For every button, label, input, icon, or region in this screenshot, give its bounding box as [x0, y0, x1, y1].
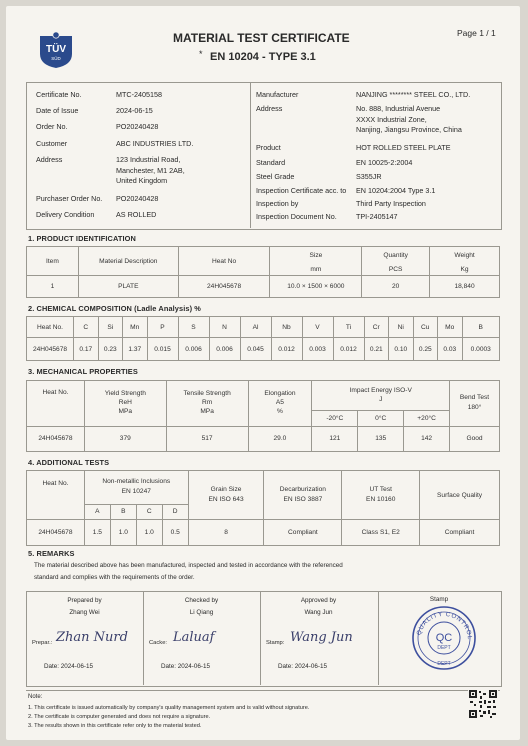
product-cell: 20: [362, 276, 430, 298]
chem-cell: 0.03: [438, 338, 463, 361]
info-value: United Kingdom: [116, 176, 168, 185]
signature-role: Approved by: [300, 597, 337, 604]
mech-cell: Good: [450, 426, 500, 451]
nmi-col: A: [84, 504, 110, 520]
impact-temp: 0°C: [358, 410, 404, 426]
subtitle-mark: *: [199, 49, 203, 59]
add-cell: Compliant: [264, 520, 342, 546]
add-header-heat: Heat No.: [27, 471, 85, 520]
info-value: Third Party Inspection: [356, 199, 426, 208]
product-header: Item: [27, 247, 79, 276]
info-value: MTC-2405158: [116, 90, 162, 99]
section-title-product: 1. PRODUCT IDENTIFICATION: [28, 234, 136, 243]
chem-cell: 0.23: [98, 338, 123, 361]
info-value: NANJING ******** STEEL CO., LTD.: [356, 90, 471, 99]
info-label: Address: [256, 104, 283, 113]
svg-text:TÜV: TÜV: [46, 44, 66, 55]
info-label: Inspection Document No.: [256, 212, 337, 221]
chem-header: Mn: [123, 317, 148, 338]
product-header: Weight: [430, 247, 500, 264]
page-number: Page 1 / 1: [457, 28, 496, 38]
info-label: Product: [256, 143, 281, 152]
svg-text:SÜD: SÜD: [51, 56, 61, 61]
info-value: AS ROLLED: [116, 210, 157, 219]
info-label: Purchaser Order No.: [36, 194, 103, 203]
remarks-line: standard and complies with the requirements of the order.: [34, 574, 195, 581]
product-cell: 18,840: [430, 276, 500, 298]
notes-list: [28, 704, 309, 731]
chem-header: Heat No.: [27, 317, 74, 338]
remarks-line: The material described above has been manufactured, inspected and tested in accordance with the referenced: [34, 562, 343, 569]
add-cell: Class S1, E2: [342, 520, 420, 546]
section-title-remarks: 5. REMARKS: [28, 549, 75, 558]
stamp-title: Stamp: [429, 596, 449, 603]
info-value: 2024-06-15: [116, 106, 153, 115]
info-value: PO20240428: [116, 194, 159, 203]
info-value: 123 Industrial Road,: [116, 155, 181, 164]
product-unit: Kg: [430, 264, 500, 276]
mech-header-yield: Yield Strength ReH MPa: [84, 381, 166, 427]
mech-header-heat: Heat No.: [27, 381, 85, 427]
impact-temp: +20°C: [404, 410, 450, 426]
chem-header: V: [302, 317, 333, 338]
info-label: Inspection Certificate acc. to: [256, 186, 347, 195]
mech-cell: 29.0: [248, 426, 312, 451]
add-header-grain: Grain Size EN ISO 643: [188, 471, 264, 520]
section-title-mechanical: 3. MECHANICAL PROPERTIES: [28, 367, 138, 376]
document-title: MATERIAL TEST CERTIFICATE: [173, 31, 350, 45]
info-value: EN 10025-2:2004: [356, 158, 413, 167]
chem-header: C: [74, 317, 99, 338]
mech-cell: 121: [312, 426, 358, 451]
chem-cell: 0.045: [240, 338, 271, 361]
chem-cell: 1.37: [123, 338, 148, 361]
stamp-ring-text: QUALITY CONTROL: [415, 610, 474, 641]
signature-date: Date: 2024-06-15: [278, 663, 328, 670]
add-cell: 0.5: [162, 520, 188, 546]
add-cell: 8: [188, 520, 264, 546]
chem-cell: 0.012: [271, 338, 302, 361]
handwritten-signature: Laluaf: [173, 630, 215, 645]
chem-header: Ti: [333, 317, 364, 338]
chem-cell: 0.012: [333, 338, 364, 361]
info-value: Manchester, M1 2AB,: [116, 165, 185, 175]
certificate-page: [6, 6, 520, 740]
product-header: Heat No: [178, 247, 270, 276]
table-row: [27, 426, 500, 451]
chem-header: Cr: [364, 317, 389, 338]
chem-header: Ni: [389, 317, 414, 338]
chem-cell: 0.0003: [462, 338, 500, 361]
chem-header: P: [147, 317, 178, 338]
notes-title: Note:: [28, 694, 43, 700]
chem-header: Nb: [271, 317, 302, 338]
info-label: Customer: [36, 139, 68, 148]
chem-header: Al: [240, 317, 271, 338]
chem-cell: 0.015: [147, 338, 178, 361]
product-header: Size: [270, 247, 362, 264]
add-header-decarb: Decarburization EN ISO 3887: [264, 471, 342, 520]
note-item: 3. The results shown in this certificate refer only to the material tested.: [28, 723, 202, 729]
info-value: Nanjing, Jiangsu Province, China: [356, 125, 462, 134]
add-header-nmi: Non-metallic Inclusions EN 10247: [84, 471, 188, 505]
chem-cell: 0.006: [178, 338, 209, 361]
signature-label: Cacke:: [149, 640, 168, 646]
chem-header: Mo: [438, 317, 463, 338]
add-header-surface: Surface Quality: [420, 471, 500, 520]
product-unit: mm: [270, 264, 362, 276]
info-value: ABC INDUSTRIES LTD.: [116, 139, 194, 148]
mech-cell: 24H045678: [27, 426, 85, 451]
info-value: PO20240428: [116, 122, 159, 131]
info-label: Certificate No.: [36, 90, 82, 99]
info-value: XXXX Industrial Zone,: [356, 114, 427, 124]
signature-date: Date: 2024-06-15: [161, 663, 211, 670]
product-table: [26, 246, 500, 298]
mech-cell: 517: [166, 426, 248, 451]
table-row: [27, 520, 500, 546]
signature-name: Zhang Wei: [69, 609, 100, 616]
chem-header: S: [178, 317, 209, 338]
info-label: Standard: [256, 158, 286, 167]
product-cell: 24H045678: [178, 276, 270, 298]
nmi-col: D: [162, 504, 188, 520]
nmi-col: B: [110, 504, 136, 520]
product-header: Quantity: [362, 247, 430, 264]
add-cell: 1.0: [110, 520, 136, 546]
section-title-additional: 4. ADDITIONAL TESTS: [28, 458, 110, 467]
table-row: [27, 338, 500, 361]
info-label: Manufacturer: [256, 90, 299, 99]
chem-header: Cu: [413, 317, 438, 338]
info-label: Steel Grade: [256, 172, 295, 181]
add-cell: 1.5: [84, 520, 110, 546]
info-label: Address: [36, 155, 63, 164]
chem-cell: 0.25: [413, 338, 438, 361]
product-unit: PCS: [362, 264, 430, 276]
note-item: 2. The certificate is computer generated and does not require a signature.: [28, 714, 211, 720]
add-header-ut: UT Test EN 10160: [342, 471, 420, 520]
chem-cell: 0.21: [364, 338, 389, 361]
signature-name: Li Qiang: [189, 609, 214, 616]
info-value: S355JR: [356, 172, 382, 181]
note-item: 1. This certificate is issued automatically by company's quality management system and is valid without signature.: [28, 705, 310, 711]
mech-cell: 379: [84, 426, 166, 451]
product-cell: 10.0 × 1500 × 6000: [270, 276, 362, 298]
signature-name: Wang Jun: [304, 609, 333, 616]
section-title-chemical: 2. CHEMICAL COMPOSITION (Ladle Analysis) %: [28, 304, 201, 313]
mechanical-table: [26, 380, 500, 452]
product-header: Material Description: [78, 247, 178, 276]
stamp-dept: DEPT: [437, 645, 451, 651]
mech-header-impact: Impact Energy ISO-V J: [312, 381, 450, 411]
info-label: Inspection by: [256, 199, 299, 208]
chem-cell: 0.17: [74, 338, 99, 361]
qr-code-icon[interactable]: [468, 689, 498, 719]
signature-role: Checked by: [184, 597, 219, 604]
chem-cell: 24H045678: [27, 338, 74, 361]
handwritten-signature: Wang Jun: [290, 630, 353, 645]
chem-cell: 0.003: [302, 338, 333, 361]
stamp-center: QC: [435, 632, 453, 644]
chemical-table: [26, 316, 500, 361]
impact-temp: -20°C: [312, 410, 358, 426]
table-row: [27, 276, 500, 298]
info-label: Order No.: [36, 122, 68, 131]
mech-cell: 135: [358, 426, 404, 451]
stamp-dept-bottom: DEPT: [437, 661, 451, 667]
tuv-logo-icon: [36, 30, 76, 70]
chem-header: B: [462, 317, 500, 338]
nmi-col: C: [136, 504, 162, 520]
add-cell: Compliant: [420, 520, 500, 546]
mech-cell: 142: [404, 426, 450, 451]
product-cell: 1: [27, 276, 79, 298]
signature-role: Prepared by: [67, 597, 102, 604]
add-cell: 1.0: [136, 520, 162, 546]
info-value: TPI-2405147: [356, 212, 398, 221]
info-label: Delivery Condition: [36, 210, 95, 219]
mech-header-elongation: Elongation A5 %: [248, 381, 312, 427]
info-value: HOT ROLLED STEEL PLATE: [356, 143, 451, 152]
mech-header-bend: Bend Test 180°: [450, 381, 500, 427]
document-subtitle: EN 10204 - TYPE 3.1: [210, 51, 316, 63]
signature-date: Date: 2024-06-15: [44, 663, 94, 670]
info-value: EN 10204:2004 Type 3.1: [356, 186, 436, 195]
chem-header: N: [209, 317, 240, 338]
add-cell: 24H045678: [27, 520, 85, 546]
chem-cell: 0.10: [389, 338, 414, 361]
qc-stamp-icon: [410, 604, 478, 672]
handwritten-signature: Zhan Nurd: [56, 630, 128, 645]
info-label: Date of Issue: [36, 106, 79, 115]
product-cell: PLATE: [78, 276, 178, 298]
chem-cell: 0.006: [209, 338, 240, 361]
mech-header-tensile: Tensile Strength Rm MPa: [166, 381, 248, 427]
signature-label: Stamp:: [266, 640, 285, 646]
info-value: No. 888, Industrial Avenue: [356, 104, 441, 113]
signature-label: Prepar.:: [32, 640, 53, 646]
additional-table: [26, 470, 500, 546]
chem-header: Si: [98, 317, 123, 338]
